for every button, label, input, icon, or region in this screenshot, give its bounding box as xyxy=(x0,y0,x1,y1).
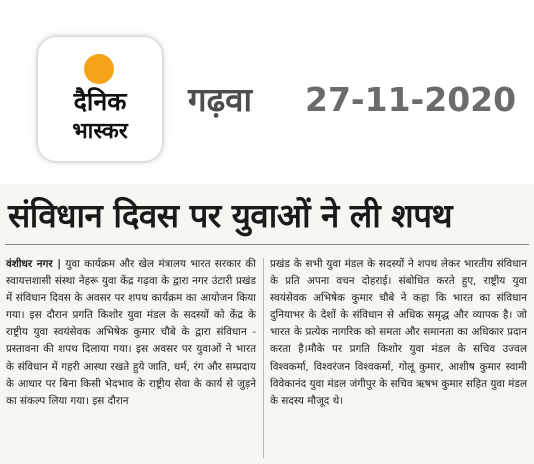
sun-icon xyxy=(84,54,114,84)
article-right-text: प्रखंड के सभी युवा मंडल के सदस्यों ने शपथ लेकर भारतीय संविधान के प्रति अपना वचन दोहराई। संबोधित करते हुए, राष्ट्रीय युवा स्वयंसेवक अभिषेक कुमार चौबे ने कहा कि भारत का संविधान दुनियाभर के देशों के संविधान से अधिक समृद्ध और व्यापक है। जो भारत के प्रत्येक नागरिक को समता और समानता का अधिकार प्रदान करता है।मौके पर प्रगति किशोर युवा मंडल के सचिव उज्वल विश्वकर्मा, विश्वरंजन विश्वकर्मा, गोलू कुमार, आशीष कुमार स्वामी विवेकानंद युवा मंडल जंगीपुर के सचिव ऋषभ कुमार सहित युवा मंडल के सदस्य मौजूद थे। xyxy=(270,258,527,407)
article-column-right xyxy=(270,256,527,410)
logo-text-line1: दैनिक xyxy=(73,87,127,116)
edition-date: 27-11-2020 xyxy=(305,80,517,119)
dainik-bhaskar-logo xyxy=(38,37,162,161)
article-column-left xyxy=(6,256,256,410)
column-divider xyxy=(263,258,264,458)
article-dateline: वंशीधर नगर | xyxy=(6,258,62,270)
headline-rule xyxy=(5,244,529,245)
edition-city: गढ़वा xyxy=(188,80,253,119)
article-headline: संविधान दिवस पर युवाओं ने ली शपथ xyxy=(8,196,453,235)
logo-text-line2: भास्कर xyxy=(72,119,128,144)
article-left-text: युवा कार्यक्रम और खेल मंत्रालय भारत सरकार की स्वायत्तशासी संस्था नेहरू युवा केंद्र गढ़वा के द्वारा नगर उंटारी प्रखंड में संविधान दिवस के अवसर पर शपथ कार्यक्रम का आयोजन किया गया। इस दौरान प्रगति किशोर युवा मंडल के सदस्यों को केंद्र के राष्ट्रीय युवा स्वयंसेवक अभिषेक कुमार चौबे के द्वारा संविधान - प्रस्तावना की शपथ दिलाया गया। इस अवसर पर युवाओं ने भारत के संविधान में गहरी आस्था रखते हुये जाति, धर्म, रंग और सम्प्रदाय के आधार पर बिना किसी भेदभाव के राष्ट्रीय सेवा के कार्य से जुड़ने का संकल्प लिया गया। इस दौरान xyxy=(6,258,256,407)
news-clipping xyxy=(0,184,534,464)
masthead xyxy=(0,0,534,180)
